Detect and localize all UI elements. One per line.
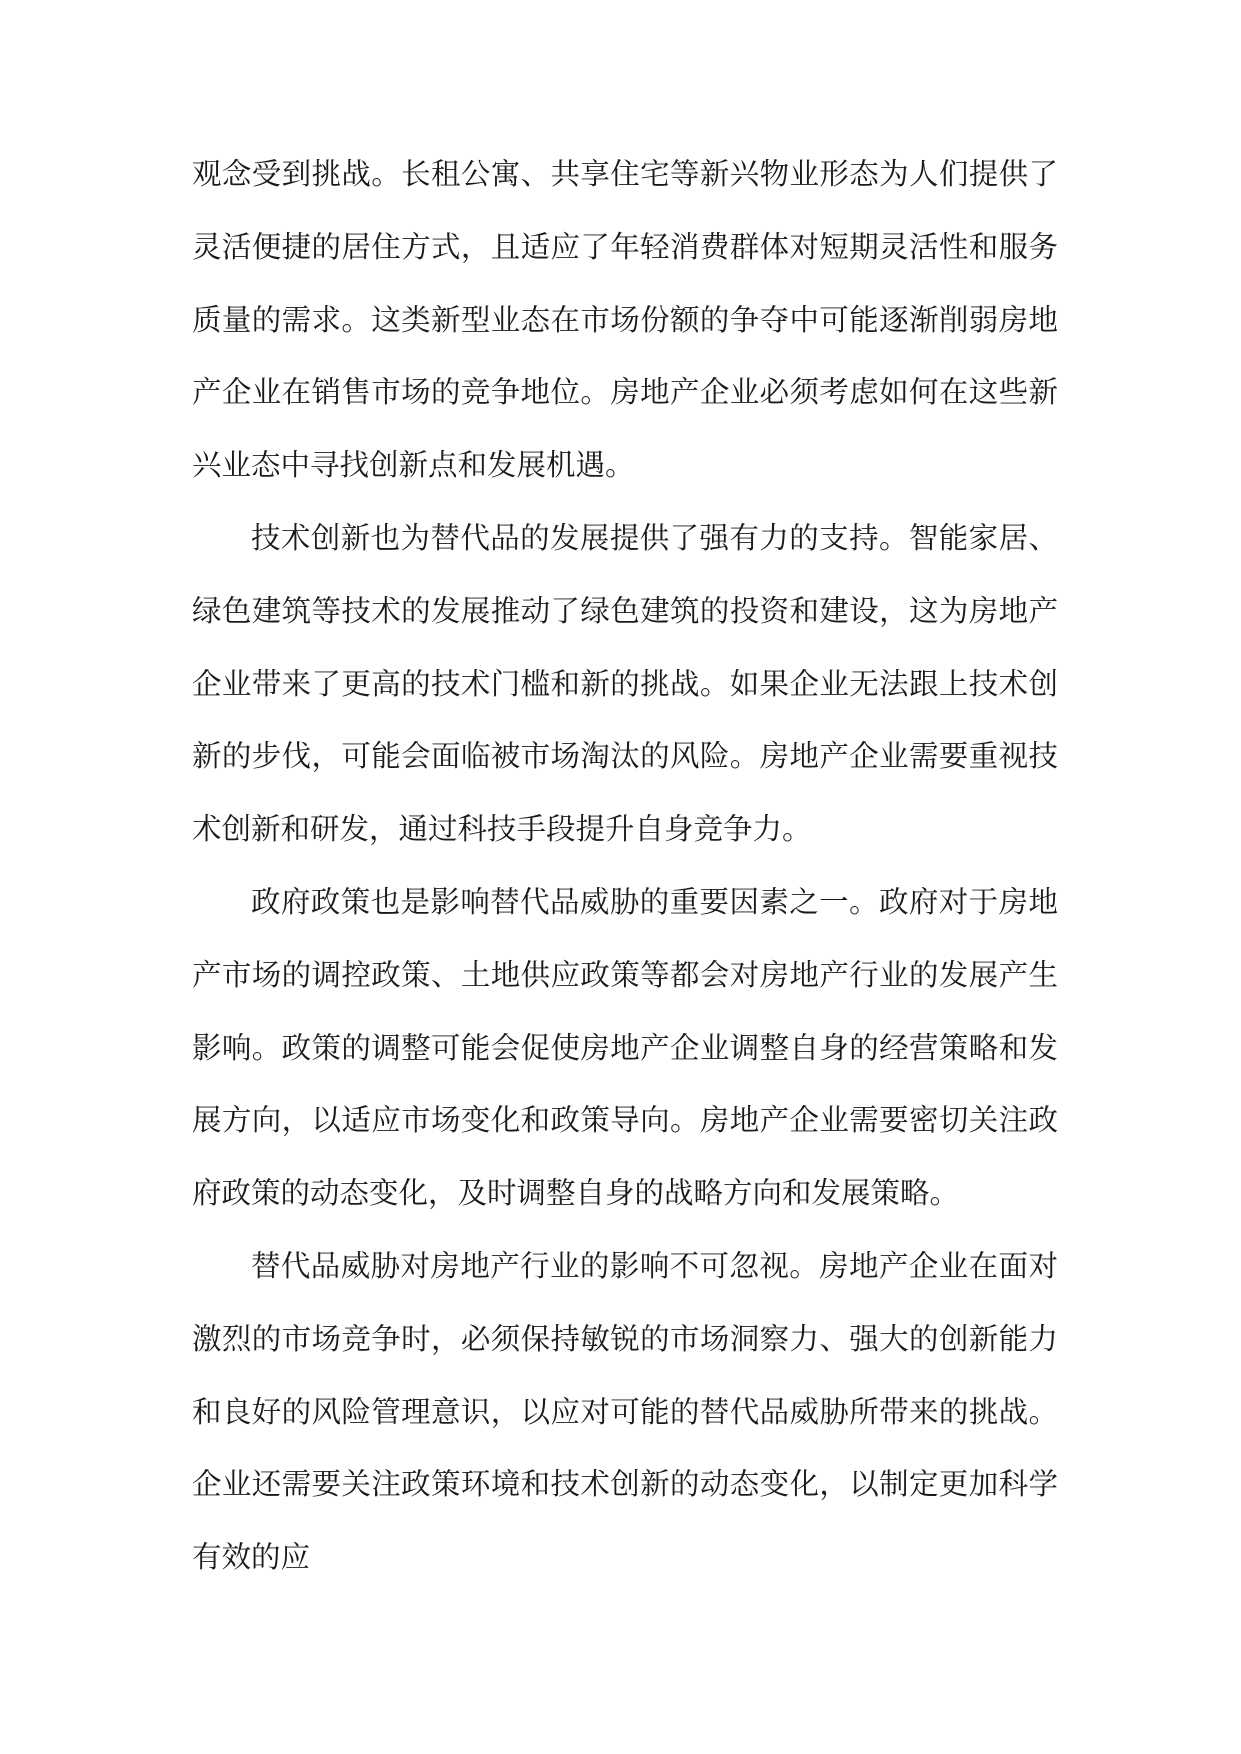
- paragraph-1: 观念受到挑战。长租公寓、共享住宅等新兴物业形态为人们提供了灵活便捷的居住方式，且适应了年轻消费群体对短期灵活性和服务质量的需求。这类新型业态在市场份额的争夺中可能逐渐削弱房地产企业在销售市场的竞争地位。房地产企业必须考虑如何在这些新兴业态中寻找创新点和发展机遇。: [192, 157, 1058, 483]
- paragraph-3: 政府政策也是影响替代品威胁的重要因素之一。政府对于房地产市场的调控政策、土地供应政策等都会对房地产行业的发展产生影响。政策的调整可能会促使房地产企业调整自身的经营策略和发展方向，以适应市场变化和政策导向。房地产企业需要密切关注政府政策的动态变化，及时调整自身的战略方向和发展策略。: [192, 884, 1058, 1211]
- paragraph-4: 替代品威胁对房地产行业的影响不可忽视。房地产企业在面对激烈的市场竞争时，必须保持敏锐的市场洞察力、强大的创新能力和良好的风险管理意识，以应对可能的替代品威胁所带来的挑战。企业还需要关注政策环境和技术创新的动态变化，以制定更加科学有效的应: [192, 1248, 1058, 1575]
- body-text: [192, 138, 1058, 1594]
- paragraph-2: 技术创新也为替代品的发展提供了强有力的支持。智能家居、绿色建筑等技术的发展推动了绿色建筑的投资和建设，这为房地产企业带来了更高的技术门槛和新的挑战。如果企业无法跟上技术创新的步伐，可能会面临被市场淘汰的风险。房地产企业需要重视技术创新和研发，通过科技手段提升自身竞争力。: [192, 520, 1058, 847]
